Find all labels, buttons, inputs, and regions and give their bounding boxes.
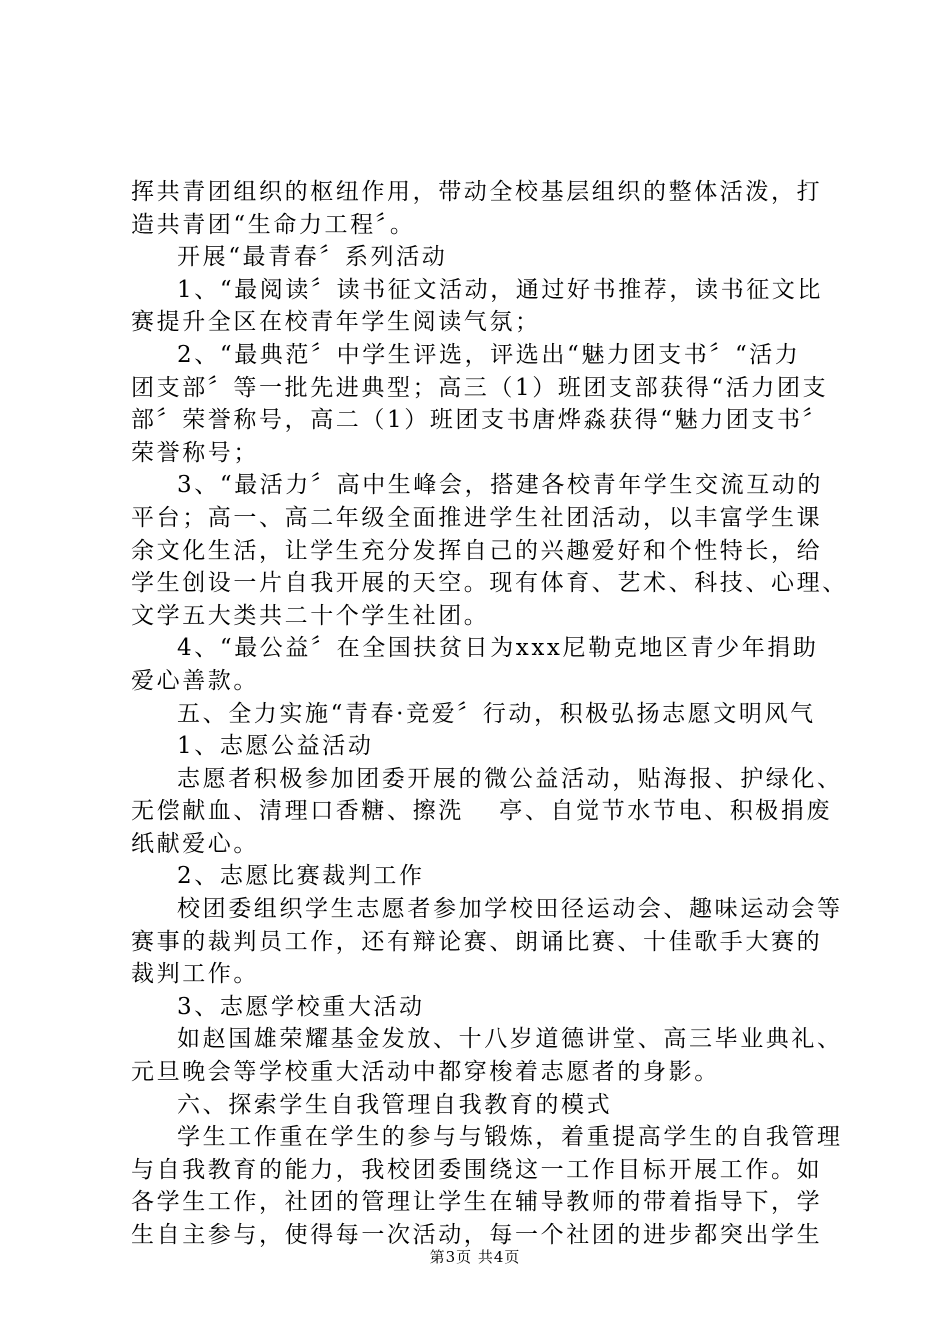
text-line: 生自主参与，使得每一次活动，每一个社团的进步都突出学生 xyxy=(131,1222,823,1248)
text-line: 无偿献血、清理口香糖、擦洗 亭、自觉节水节电、积极捐废 xyxy=(131,798,833,825)
text-line: 文学五大类共二十个学生社团。 xyxy=(131,602,490,629)
text-line: 如赵国雄荣耀基金发放、十八岁道德讲堂、高三毕业典礼、 xyxy=(177,1026,843,1053)
text-line: 1、“最阅读〞读书征文活动，通过好书推荐，读书征文比 xyxy=(177,276,823,303)
text-line: 纸献爱心。 xyxy=(131,830,259,857)
text-line: 五、全力实施“青春·竞爱〞行动，积极弘扬志愿文明风气 xyxy=(177,700,816,727)
text-line: 余文化生活，让学生充分发挥自己的兴趣爱好和个性特长，给 xyxy=(131,537,823,564)
text-line: 1、志愿公益活动 xyxy=(177,733,374,760)
text-line: 六、探索学生自我管理自我教育的模式 xyxy=(177,1091,613,1118)
text-line: 团支部〞等一批先进典型；高三（1）班团支部获得“活力团支 xyxy=(131,374,829,401)
text-line: 造共青团“生命力工程〞。 xyxy=(131,211,416,238)
page-footer: 第3页 共4页 xyxy=(429,1248,521,1266)
text-line: 志愿者积极参加团委开展的微公益活动，贴海报、护绿化、 xyxy=(177,765,843,792)
text-line: 赛事的裁判员工作，还有辩论赛、朗诵比赛、十佳歌手大赛的 xyxy=(131,928,823,955)
text-line: 赛提升全区在校青年学生阅读气氛； xyxy=(131,309,541,336)
text-line: 校团委组织学生志愿者参加学校田径运动会、趣味运动会等 xyxy=(177,896,843,923)
text-line: 平台；高一、高二年级全面推进学生社团活动，以丰富学生课 xyxy=(131,504,823,531)
text-line: 学生工作重在学生的参与与锻炼，着重提高学生的自我管理 xyxy=(177,1124,843,1151)
text-line: 各学生工作，社团的管理让学生在辅导教师的带着指导下，学 xyxy=(131,1189,823,1216)
text-line: 3、“最活力〞高中生峰会，搭建各校青年学生交流互动的 xyxy=(177,472,823,499)
text-line: 与自我教育的能力，我校团委围绕这一工作目标开展工作。如 xyxy=(131,1156,823,1183)
text-line: 部〞荣誉称号，高二（1）班团支书唐烨淼获得“魅力团支书〞 xyxy=(131,407,829,434)
text-line: 元旦晚会等学校重大活动中都穿梭着志愿者的身影。 xyxy=(131,1059,720,1086)
text-line: 荣誉称号； xyxy=(131,439,259,466)
text-line: 学生创设一片自我开展的天空。现有体育、艺术、科技、心理、 xyxy=(131,570,848,597)
text-line: 4、“最公益〞在全国扶贫日为xxx尼勒克地区青少年捐助 xyxy=(177,635,819,662)
text-line: 3、志愿学校重大活动 xyxy=(177,993,425,1020)
text-line: 2、“最典范〞中学生评选，评选出“魅力团支书〞“活力 xyxy=(177,341,801,368)
text-line: 挥共青团组织的枢纽作用，带动全校基层组织的整体活泼，打 xyxy=(131,179,823,205)
text-line: 开展“最青春〞系列活动 xyxy=(177,244,448,271)
text-line: 爱心善款。 xyxy=(131,667,259,694)
text-line: 2、志愿比赛裁判工作 xyxy=(177,863,425,890)
text-line: 裁判工作。 xyxy=(131,961,259,988)
document-body xyxy=(131,176,848,1252)
